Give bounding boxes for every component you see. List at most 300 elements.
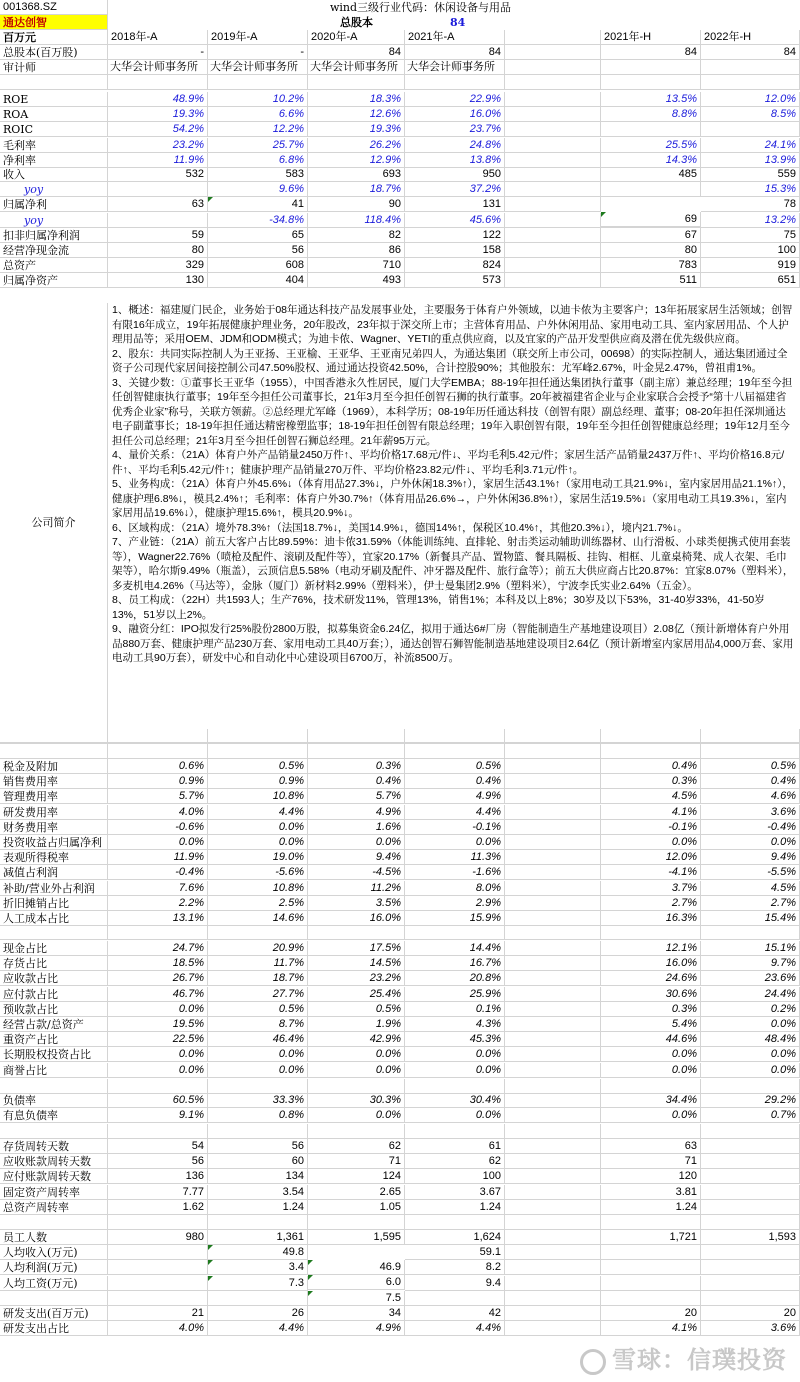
table-cell[interactable]: 4.9% xyxy=(308,805,405,820)
table-cell[interactable]: 19.3% xyxy=(308,122,405,137)
table-cell[interactable]: 20.9% xyxy=(208,941,308,956)
table-cell[interactable]: 44.6% xyxy=(601,1032,701,1047)
table-cell[interactable] xyxy=(505,1063,601,1078)
table-cell[interactable] xyxy=(505,850,601,865)
table-cell[interactable]: 3.4 xyxy=(208,1260,308,1275)
row-label[interactable]: 管理费用率 xyxy=(0,789,108,804)
table-cell[interactable] xyxy=(701,1169,800,1184)
table-cell[interactable]: 4.1% xyxy=(601,1321,701,1336)
table-cell[interactable]: 2.9% xyxy=(405,896,505,911)
table-cell[interactable]: 3.67 xyxy=(405,1185,505,1200)
table-cell[interactable]: 5.4% xyxy=(601,1017,701,1032)
empty-cell[interactable] xyxy=(0,925,108,940)
table-cell[interactable] xyxy=(505,228,601,243)
empty-cell[interactable] xyxy=(108,925,208,940)
table-cell[interactable]: 0.0% xyxy=(108,1047,208,1062)
table-cell[interactable]: 0.0% xyxy=(701,1047,800,1062)
table-cell[interactable]: 19.5% xyxy=(108,1017,208,1032)
table-cell[interactable]: 80 xyxy=(601,243,701,258)
table-cell[interactable]: - xyxy=(108,45,208,60)
empty-cell[interactable] xyxy=(308,75,405,90)
empty-cell[interactable] xyxy=(208,1215,308,1230)
table-cell[interactable] xyxy=(701,1260,800,1275)
table-cell[interactable]: 12.0% xyxy=(701,92,800,107)
table-cell[interactable]: 0.3% xyxy=(601,1002,701,1017)
row-label[interactable]: 收入 xyxy=(0,167,108,182)
row-label[interactable]: 人均利润(万元) xyxy=(0,1260,108,1275)
table-cell[interactable]: 18.5% xyxy=(108,956,208,971)
table-cell[interactable]: 0.0% xyxy=(701,1063,800,1078)
table-cell[interactable]: 2.65 xyxy=(308,1185,405,1200)
table-cell[interactable]: 16.0% xyxy=(601,956,701,971)
empty-cell[interactable] xyxy=(701,1215,800,1230)
table-cell[interactable]: 19.0% xyxy=(208,850,308,865)
table-cell[interactable]: 4.9% xyxy=(308,1321,405,1336)
table-cell[interactable] xyxy=(505,896,601,911)
table-cell[interactable]: 8.0% xyxy=(405,881,505,896)
table-cell[interactable]: 24.1% xyxy=(701,138,800,153)
table-cell[interactable]: 4.6% xyxy=(701,789,800,804)
table-cell[interactable]: 131 xyxy=(405,197,505,212)
row-label[interactable]: 销售费用率 xyxy=(0,774,108,789)
table-cell[interactable]: 0.4% xyxy=(308,774,405,789)
empty-cell[interactable] xyxy=(505,1079,601,1094)
table-cell[interactable]: 0.0% xyxy=(405,835,505,850)
table-cell[interactable]: 0.3% xyxy=(308,759,405,774)
empty-cell[interactable] xyxy=(601,1291,701,1306)
table-cell[interactable] xyxy=(701,122,800,137)
table-cell[interactable]: 404 xyxy=(208,273,308,288)
table-cell[interactable] xyxy=(108,182,208,197)
table-cell[interactable]: 4.9% xyxy=(405,789,505,804)
table-cell[interactable] xyxy=(505,182,601,197)
empty-cell[interactable] xyxy=(601,1079,701,1094)
table-cell[interactable]: 7.3 xyxy=(208,1276,308,1291)
table-cell[interactable]: 15.1% xyxy=(701,941,800,956)
table-cell[interactable]: 22.5% xyxy=(108,1032,208,1047)
table-cell[interactable]: 0.0% xyxy=(405,1047,505,1062)
row-label[interactable]: 负债率 xyxy=(0,1093,108,1108)
table-cell[interactable]: 4.4% xyxy=(208,805,308,820)
table-cell[interactable]: 62 xyxy=(308,1139,405,1154)
table-cell[interactable]: 4.3% xyxy=(405,1017,505,1032)
empty-cell[interactable] xyxy=(108,75,208,90)
table-cell[interactable]: 158 xyxy=(405,243,505,258)
table-cell[interactable]: 980 xyxy=(108,1230,208,1245)
table-cell[interactable]: 0.0% xyxy=(308,1063,405,1078)
table-cell[interactable] xyxy=(505,1093,601,1108)
table-cell[interactable]: 14.3% xyxy=(601,153,701,168)
table-cell[interactable]: 100 xyxy=(405,1169,505,1184)
table-cell[interactable]: -0.1% xyxy=(405,820,505,835)
empty-cell[interactable] xyxy=(601,925,701,940)
table-cell[interactable] xyxy=(505,107,601,122)
row-label[interactable]: 研发费用率 xyxy=(0,805,108,820)
table-cell[interactable]: 12.6% xyxy=(308,107,405,122)
table-cell[interactable]: 29.2% xyxy=(701,1093,800,1108)
empty-cell[interactable] xyxy=(601,75,701,90)
table-cell[interactable]: 48.4% xyxy=(701,1032,800,1047)
empty-cell[interactable] xyxy=(701,1291,800,1306)
table-cell[interactable]: 0.0% xyxy=(208,1047,308,1062)
table-cell[interactable]: 84 xyxy=(601,45,701,60)
table-cell[interactable]: 0.5% xyxy=(308,1002,405,1017)
table-cell[interactable]: 4.5% xyxy=(701,881,800,896)
table-cell[interactable]: 24.7% xyxy=(108,941,208,956)
table-cell[interactable]: 950 xyxy=(405,167,505,182)
table-cell[interactable] xyxy=(505,153,601,168)
empty-cell[interactable] xyxy=(108,744,208,759)
table-cell[interactable] xyxy=(601,1245,701,1260)
row-label[interactable]: 应付账款周转天数 xyxy=(0,1169,108,1184)
empty-cell[interactable] xyxy=(505,1124,601,1139)
table-cell[interactable]: 693 xyxy=(308,167,405,182)
table-cell[interactable] xyxy=(505,774,601,789)
table-cell[interactable]: -1.6% xyxy=(405,865,505,880)
table-cell[interactable] xyxy=(505,1139,601,1154)
table-cell[interactable] xyxy=(505,213,601,228)
table-cell[interactable]: 59 xyxy=(108,228,208,243)
table-cell[interactable]: 11.9% xyxy=(108,850,208,865)
table-cell[interactable] xyxy=(505,865,601,880)
stock-code[interactable]: 001368.SZ xyxy=(0,0,108,15)
company-name[interactable]: 通达创智 xyxy=(0,15,108,30)
table-cell[interactable]: 13.8% xyxy=(405,153,505,168)
table-cell[interactable]: 485 xyxy=(601,167,701,182)
table-cell[interactable]: 24.6% xyxy=(601,971,701,986)
table-cell[interactable] xyxy=(505,1200,601,1215)
table-cell[interactable]: 1.24 xyxy=(405,1200,505,1215)
table-cell[interactable]: 9.7% xyxy=(701,956,800,971)
row-label[interactable]: 员工人数 xyxy=(0,1230,108,1245)
table-cell[interactable]: 8.2 xyxy=(405,1260,505,1275)
table-cell[interactable] xyxy=(505,1230,601,1245)
table-cell[interactable] xyxy=(601,122,701,137)
empty-cell[interactable] xyxy=(701,744,800,759)
table-cell[interactable]: 0.0% xyxy=(601,1063,701,1078)
table-cell[interactable] xyxy=(505,759,601,774)
table-cell[interactable]: 4.0% xyxy=(108,805,208,820)
empty-cell[interactable] xyxy=(0,1291,108,1306)
empty-cell[interactable] xyxy=(208,925,308,940)
table-cell[interactable]: 26.2% xyxy=(308,138,405,153)
table-cell[interactable] xyxy=(505,258,601,273)
table-cell[interactable]: 573 xyxy=(405,273,505,288)
table-cell[interactable]: 118.4% xyxy=(308,213,405,228)
table-cell[interactable]: 9.4% xyxy=(701,850,800,865)
empty-cell[interactable] xyxy=(0,1124,108,1139)
table-cell[interactable] xyxy=(505,1154,601,1169)
table-cell[interactable]: 48.9% xyxy=(108,92,208,107)
table-cell[interactable]: 56 xyxy=(108,1154,208,1169)
row-label[interactable]: 归属净利 xyxy=(0,197,108,212)
row-label[interactable]: 固定资产周转率 xyxy=(0,1185,108,1200)
table-cell[interactable] xyxy=(505,911,601,926)
table-cell[interactable]: 18.7% xyxy=(208,971,308,986)
table-cell[interactable]: 122 xyxy=(405,228,505,243)
table-cell[interactable] xyxy=(505,956,601,971)
table-cell[interactable]: - xyxy=(208,45,308,60)
table-cell[interactable] xyxy=(601,182,701,197)
table-cell[interactable]: 13.9% xyxy=(701,153,800,168)
table-cell[interactable]: 14.6% xyxy=(208,911,308,926)
empty-cell[interactable] xyxy=(405,744,505,759)
table-cell[interactable]: 63 xyxy=(601,1139,701,1154)
table-cell[interactable] xyxy=(601,1260,701,1275)
table-cell[interactable]: 15.4% xyxy=(701,911,800,926)
table-cell[interactable]: 511 xyxy=(601,273,701,288)
table-cell[interactable]: 23.2% xyxy=(308,971,405,986)
table-cell[interactable]: 0.8% xyxy=(208,1108,308,1123)
table-cell[interactable]: 61 xyxy=(405,1139,505,1154)
table-cell[interactable]: 71 xyxy=(601,1154,701,1169)
table-cell[interactable]: 1,721 xyxy=(601,1230,701,1245)
empty-cell[interactable] xyxy=(208,75,308,90)
empty-cell[interactable] xyxy=(208,1124,308,1139)
empty-cell[interactable] xyxy=(701,1079,800,1094)
table-cell[interactable]: 13.5% xyxy=(601,92,701,107)
table-cell[interactable]: 34 xyxy=(308,1306,405,1321)
row-label[interactable]: 人工成本占比 xyxy=(0,911,108,926)
table-cell[interactable] xyxy=(505,1032,601,1047)
table-cell[interactable]: -4.5% xyxy=(308,865,405,880)
table-cell[interactable]: 26 xyxy=(208,1306,308,1321)
table-cell[interactable]: 56 xyxy=(208,1139,308,1154)
table-cell[interactable]: 10.8% xyxy=(208,789,308,804)
table-cell[interactable]: 2.7% xyxy=(701,896,800,911)
table-cell[interactable]: 37.2% xyxy=(405,182,505,197)
table-cell[interactable]: 11.7% xyxy=(208,956,308,971)
empty-cell[interactable] xyxy=(0,1215,108,1230)
table-cell[interactable]: 大华会计师事务所 xyxy=(405,60,505,75)
table-cell[interactable] xyxy=(701,1154,800,1169)
table-cell[interactable]: 783 xyxy=(601,258,701,273)
table-cell[interactable]: 12.9% xyxy=(308,153,405,168)
table-cell[interactable] xyxy=(701,1185,800,1200)
table-cell[interactable]: 16.7% xyxy=(405,956,505,971)
row-label[interactable]: 研发支出(百万元) xyxy=(0,1306,108,1321)
empty-cell[interactable] xyxy=(0,75,108,90)
table-cell[interactable]: 23.7% xyxy=(405,122,505,137)
row-label[interactable]: 减值占利润 xyxy=(0,865,108,880)
table-cell[interactable]: 5.7% xyxy=(108,789,208,804)
table-cell[interactable]: 46.9 xyxy=(308,1260,405,1275)
table-cell[interactable]: 20 xyxy=(601,1306,701,1321)
table-cell[interactable] xyxy=(505,881,601,896)
table-cell[interactable]: 0.5% xyxy=(208,1002,308,1017)
table-cell[interactable]: 4.4% xyxy=(405,805,505,820)
table-cell[interactable]: 0.0% xyxy=(308,1047,405,1062)
table-cell[interactable]: 15.3% xyxy=(701,182,800,197)
table-cell[interactable] xyxy=(601,1276,701,1291)
table-cell[interactable]: 6.8% xyxy=(208,153,308,168)
table-cell[interactable] xyxy=(505,45,601,60)
row-label[interactable]: 表观所得税率 xyxy=(0,850,108,865)
table-cell[interactable]: 大华会计师事务所 xyxy=(108,60,208,75)
table-cell[interactable] xyxy=(505,197,601,212)
table-cell[interactable]: 493 xyxy=(308,273,405,288)
table-cell[interactable]: 0.9% xyxy=(108,774,208,789)
table-cell[interactable]: 67 xyxy=(601,228,701,243)
table-cell[interactable]: 0.0% xyxy=(208,835,308,850)
empty-cell[interactable] xyxy=(208,1079,308,1094)
row-label[interactable]: 经营净现金流 xyxy=(0,243,108,258)
row-label[interactable]: yoy xyxy=(0,213,108,228)
table-cell[interactable]: 17.5% xyxy=(308,941,405,956)
table-cell[interactable]: 1.62 xyxy=(108,1200,208,1215)
table-cell[interactable]: 15.9% xyxy=(405,911,505,926)
table-cell[interactable]: 0.7% xyxy=(701,1108,800,1123)
empty-cell[interactable] xyxy=(701,75,800,90)
empty-cell[interactable] xyxy=(308,744,405,759)
table-cell[interactable]: 4.0% xyxy=(108,1321,208,1336)
table-cell[interactable]: 3.81 xyxy=(601,1185,701,1200)
table-cell[interactable]: 25.9% xyxy=(405,987,505,1002)
table-cell[interactable]: 82 xyxy=(308,228,405,243)
table-cell[interactable]: 1,593 xyxy=(701,1230,800,1245)
table-cell[interactable]: 0.0% xyxy=(601,1047,701,1062)
table-cell[interactable]: 54.2% xyxy=(108,122,208,137)
table-cell[interactable]: 329 xyxy=(108,258,208,273)
table-cell[interactable]: 49.8 xyxy=(208,1245,308,1260)
table-cell[interactable]: 56 xyxy=(208,243,308,258)
table-cell[interactable]: 0.4% xyxy=(601,759,701,774)
table-cell[interactable]: 559 xyxy=(701,167,800,182)
row-label[interactable]: 有息负债率 xyxy=(0,1108,108,1123)
table-cell[interactable]: 22.9% xyxy=(405,92,505,107)
table-cell[interactable] xyxy=(601,60,701,75)
table-cell[interactable]: 10.8% xyxy=(208,881,308,896)
table-cell[interactable]: 9.4% xyxy=(308,850,405,865)
table-cell[interactable]: -0.1% xyxy=(601,820,701,835)
table-cell[interactable]: 14.5% xyxy=(308,956,405,971)
table-cell[interactable]: 100 xyxy=(701,243,800,258)
table-cell[interactable]: 583 xyxy=(208,167,308,182)
table-cell[interactable]: 710 xyxy=(308,258,405,273)
row-label[interactable]: ROE xyxy=(0,92,108,107)
table-cell[interactable]: 84 xyxy=(405,45,505,60)
table-cell[interactable]: 27.7% xyxy=(208,987,308,1002)
table-cell[interactable] xyxy=(505,60,601,75)
row-label[interactable]: 财务费用率 xyxy=(0,820,108,835)
table-cell[interactable]: 4.5% xyxy=(601,789,701,804)
table-cell[interactable]: 608 xyxy=(208,258,308,273)
table-cell[interactable]: 33.3% xyxy=(208,1093,308,1108)
row-label[interactable]: 净利率 xyxy=(0,153,108,168)
empty-cell[interactable] xyxy=(505,75,601,90)
row-label[interactable]: yoy xyxy=(0,182,108,197)
table-cell[interactable]: 16.0% xyxy=(405,107,505,122)
empty-cell[interactable] xyxy=(108,1291,208,1306)
table-cell[interactable] xyxy=(505,1185,601,1200)
table-cell[interactable]: 0.0% xyxy=(405,1063,505,1078)
table-cell[interactable]: 19.3% xyxy=(108,107,208,122)
table-cell[interactable]: 30.6% xyxy=(601,987,701,1002)
table-cell[interactable]: 0.0% xyxy=(208,820,308,835)
empty-cell[interactable] xyxy=(601,1215,701,1230)
table-cell[interactable]: 0.0% xyxy=(108,1063,208,1078)
row-label[interactable]: 存货占比 xyxy=(0,956,108,971)
table-cell[interactable] xyxy=(505,1108,601,1123)
table-cell[interactable]: 0.0% xyxy=(701,835,800,850)
table-cell[interactable] xyxy=(505,805,601,820)
table-cell[interactable] xyxy=(701,1276,800,1291)
table-cell[interactable]: 69 xyxy=(601,212,701,227)
table-cell[interactable] xyxy=(505,1245,601,1260)
row-label[interactable]: 现金占比 xyxy=(0,941,108,956)
table-cell[interactable]: 7.6% xyxy=(108,881,208,896)
table-cell[interactable]: 0.6% xyxy=(108,759,208,774)
row-label[interactable]: 商誉占比 xyxy=(0,1063,108,1078)
table-cell[interactable]: 1.6% xyxy=(308,820,405,835)
table-cell[interactable]: 1,624 xyxy=(405,1230,505,1245)
table-cell[interactable] xyxy=(505,987,601,1002)
empty-cell[interactable] xyxy=(701,1124,800,1139)
table-cell[interactable]: 0.4% xyxy=(701,774,800,789)
table-cell[interactable]: 1.24 xyxy=(601,1200,701,1215)
table-cell[interactable] xyxy=(505,1260,601,1275)
table-cell[interactable]: 532 xyxy=(108,167,208,182)
table-cell[interactable]: 13.1% xyxy=(108,911,208,926)
row-label[interactable]: 重资产占比 xyxy=(0,1032,108,1047)
table-cell[interactable]: 0.0% xyxy=(701,1017,800,1032)
table-cell[interactable]: 59.1 xyxy=(405,1245,505,1260)
table-cell[interactable]: 45.3% xyxy=(405,1032,505,1047)
table-cell[interactable] xyxy=(505,971,601,986)
table-cell[interactable]: 2.7% xyxy=(601,896,701,911)
table-cell[interactable]: 0.3% xyxy=(601,774,701,789)
table-cell[interactable]: 1,361 xyxy=(208,1230,308,1245)
empty-cell[interactable] xyxy=(505,744,601,759)
table-cell[interactable] xyxy=(701,1200,800,1215)
table-cell[interactable]: 5.7% xyxy=(308,789,405,804)
table-cell[interactable]: 2.2% xyxy=(108,896,208,911)
table-cell[interactable] xyxy=(505,1017,601,1032)
row-label[interactable]: 经营占款/总资产 xyxy=(0,1017,108,1032)
table-cell[interactable]: 90 xyxy=(308,197,405,212)
empty-cell[interactable] xyxy=(308,1079,405,1094)
table-cell[interactable] xyxy=(505,243,601,258)
table-cell[interactable]: 25.7% xyxy=(208,138,308,153)
table-cell[interactable]: 0.9% xyxy=(208,774,308,789)
row-label[interactable]: 扣非归属净利润 xyxy=(0,228,108,243)
table-cell[interactable] xyxy=(505,1169,601,1184)
table-cell[interactable]: 0.5% xyxy=(405,759,505,774)
table-cell[interactable]: 14.4% xyxy=(405,941,505,956)
table-cell[interactable]: 4.4% xyxy=(208,1321,308,1336)
table-cell[interactable]: 16.0% xyxy=(308,911,405,926)
table-cell[interactable]: 18.7% xyxy=(308,182,405,197)
table-cell[interactable]: 134 xyxy=(208,1169,308,1184)
table-cell[interactable]: 54 xyxy=(108,1139,208,1154)
table-cell[interactable]: -0.4% xyxy=(108,865,208,880)
table-cell[interactable]: -4.1% xyxy=(601,865,701,880)
table-cell[interactable] xyxy=(505,1276,601,1291)
table-cell[interactable]: 11.3% xyxy=(405,850,505,865)
table-cell[interactable] xyxy=(108,1245,208,1260)
table-cell[interactable]: 0.0% xyxy=(108,1002,208,1017)
table-cell[interactable]: 9.4 xyxy=(405,1276,505,1291)
table-cell[interactable]: 10.2% xyxy=(208,92,308,107)
empty-cell[interactable] xyxy=(308,1215,405,1230)
table-cell[interactable]: 16.3% xyxy=(601,911,701,926)
table-cell[interactable]: 12.2% xyxy=(208,122,308,137)
table-cell[interactable]: 8.5% xyxy=(701,107,800,122)
empty-cell[interactable] xyxy=(701,925,800,940)
table-cell[interactable]: 130 xyxy=(108,273,208,288)
table-cell[interactable]: -34.8% xyxy=(208,213,308,228)
row-label[interactable]: 毛利率 xyxy=(0,138,108,153)
